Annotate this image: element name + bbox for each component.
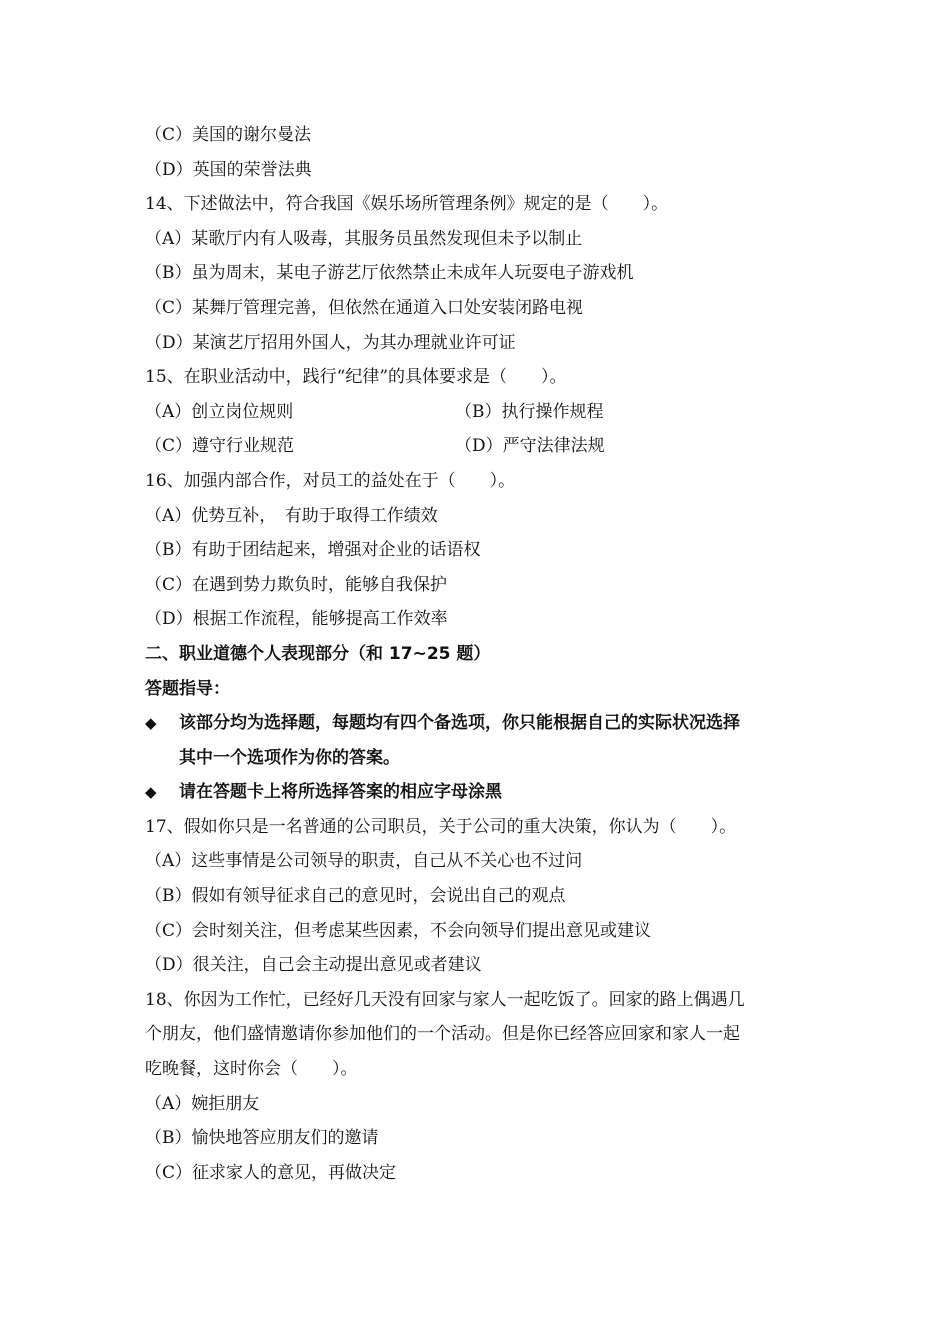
q17-option-a: （A）这些事情是公司领导的职责，自己从不关心也不过问 xyxy=(145,851,583,872)
q18-option-a: （A）婉拒朋友 xyxy=(145,1093,260,1114)
diamond-bullet-icon: ◆ xyxy=(145,714,157,733)
q16-option-a: （A）优势互补， 有助于取得工作绩效 xyxy=(145,505,438,526)
question-15: 15、在职业活动中，践行“纪律”的具体要求是（ ）。 xyxy=(145,367,567,388)
q14-option-d: （D）某演艺厅招用外国人，为其办理就业许可证 xyxy=(145,332,516,353)
question-18-line-1: 18、你因为工作忙，已经好几天没有回家与家人一起吃饭了。回家的路上偶遇几 xyxy=(145,989,745,1010)
q16-option-d: （D）根据工作流程，能够提高工作效率 xyxy=(145,609,448,630)
q14-option-a: （A）某歌厅内有人吸毒，其服务员虽然发现但未予以制止 xyxy=(145,228,583,249)
q17-option-d: （D）很关注，自己会主动提出意见或者建议 xyxy=(145,955,482,976)
guide-bullet-1-continuation: 其中一个选项作为你的答案。 xyxy=(179,747,400,768)
document-content xyxy=(145,118,815,1190)
q14-option-b: （B）虽为周末，某电子游艺厅依然禁止未成年人玩耍电子游戏机 xyxy=(145,263,634,284)
question-17: 17、假如你只是一名普通的公司职员，关于公司的重大决策，你认为（ ）。 xyxy=(145,816,737,837)
q13-option-d: （D）英国的荣誉法典 xyxy=(145,159,312,180)
q16-option-b: （B）有助于团结起来，增强对企业的话语权 xyxy=(145,540,481,561)
q15-options-row-2 xyxy=(145,429,815,464)
question-14: 14、下述做法中，符合我国《娱乐场所管理条例》规定的是（ ）。 xyxy=(145,194,669,215)
q13-option-c: （C）美国的谢尔曼法 xyxy=(145,125,312,145)
q15-option-a: （A）创立岗位规则 xyxy=(145,401,294,422)
question-18-line-2: 个朋友，他们盛情邀请你参加他们的一个活动。但是你已经答应回家和家人一起 xyxy=(145,1024,740,1045)
section-2-heading: 二、职业道德个人表现部分（和 17~25 题） xyxy=(145,643,491,664)
q16-option-c: （C）在遇到势力欺负时，能够自我保护 xyxy=(145,574,448,595)
question-16: 16、加强内部合作，对员工的益处在于（ ）。 xyxy=(145,470,516,491)
guide-bullet-2 xyxy=(145,775,815,810)
q18-option-c: （C）征求家人的意见，再做决定 xyxy=(145,1162,397,1183)
q17-option-b: （B）假如有领导征求自己的意见时，会说出自己的观点 xyxy=(145,886,566,907)
guide-bullet-2-text: 请在答题卡上将所选择答案的相应字母涂黑 xyxy=(179,782,502,803)
q15-options-row-1 xyxy=(145,395,815,430)
question-18-line-3: 吃晚餐，这时你会（ ）。 xyxy=(145,1059,358,1080)
diamond-bullet-icon: ◆ xyxy=(145,783,157,802)
answer-guide-label: 答题指导： xyxy=(145,678,230,699)
guide-bullet-1-text: 该部分均为选择题，每题均有四个备选项，你只能根据自己的实际状况选择 xyxy=(179,713,740,734)
q15-option-b: （B）执行操作规程 xyxy=(455,401,604,422)
q17-option-c: （C）会时刻关注，但考虑某些因素，不会向领导们提出意见或建议 xyxy=(145,920,652,941)
guide-bullet-1 xyxy=(145,706,815,741)
q15-option-d: （D）严守法律法规 xyxy=(455,436,605,457)
q18-option-b: （B）愉快地答应朋友们的邀请 xyxy=(145,1128,379,1149)
q15-option-c: （C）遵守行业规范 xyxy=(145,436,295,457)
q14-option-c: （C）某舞厅管理完善，但依然在通道入口处安装闭路电视 xyxy=(145,297,584,318)
